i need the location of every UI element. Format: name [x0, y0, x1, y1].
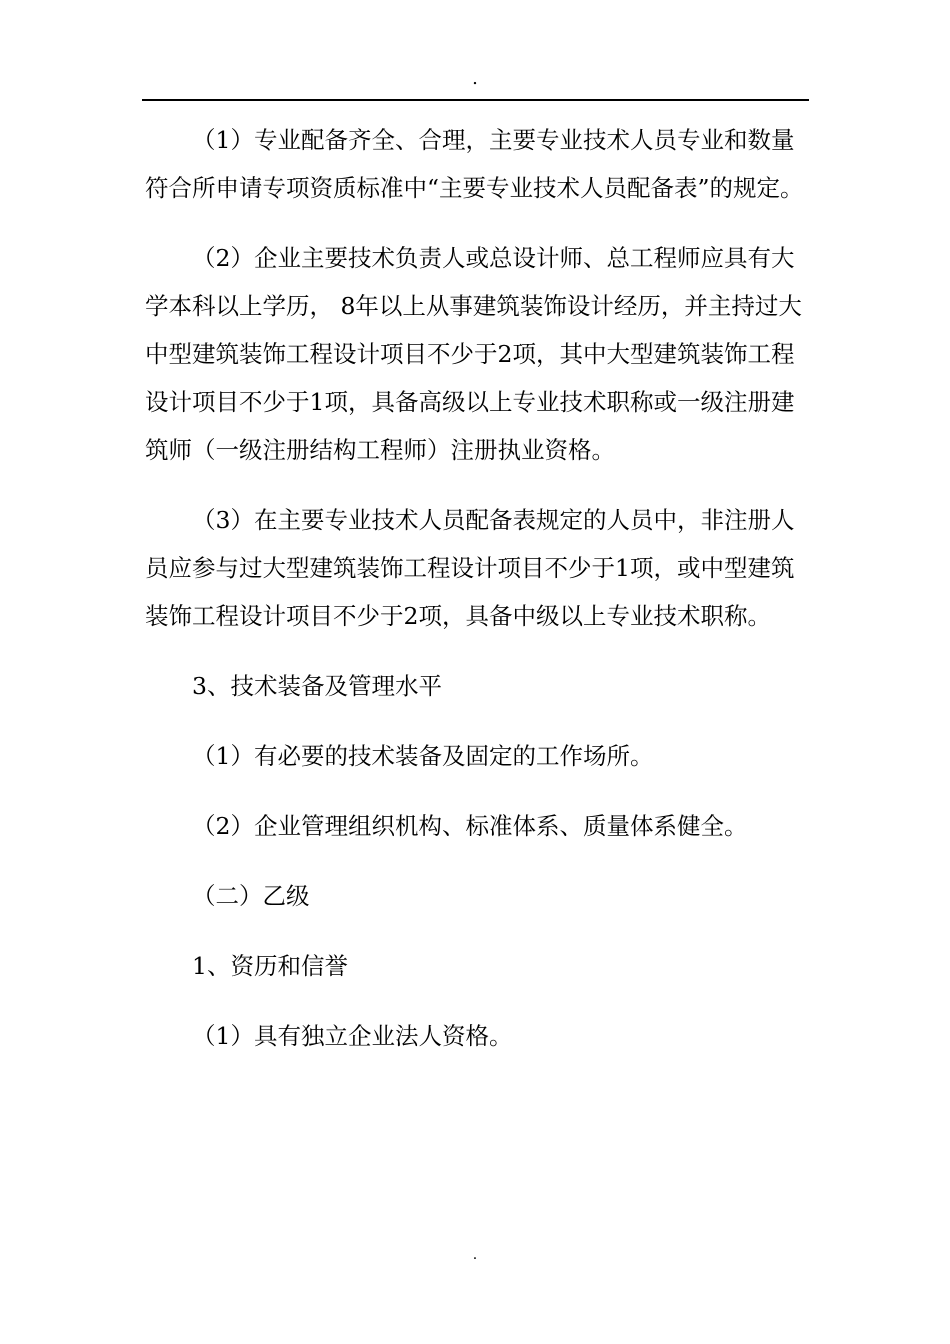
paragraph-equipment-2: （2）企业管理组织机构、标准体系、质量体系健全。 [192, 812, 748, 840]
paragraph-staffing-2: （2）企业主要技术负责人或总设计师、总工程师应具有大学本科以上学历， 8年以上从事建筑装饰设计经历，并主持过大中型建筑装饰工程设计项目不少于2项，其中大型建筑装饰工程设计项目不少于1项，具备高级以上专业技术职称或一级注册建筑师（一级注册结构工程师）注册执业资格。 [145, 244, 802, 464]
paragraph-equipment-1: （1）有必要的技术装备及固定的工作场所。 [192, 742, 654, 770]
document-body [145, 116, 813, 1060]
header-divider [142, 99, 809, 101]
paragraph-qualification-1: （1）具有独立企业法人资格。 [192, 1022, 513, 1050]
paragraph-staffing-3: （3）在主要专业技术人员配备表规定的人员中，非注册人员应参与过大型建筑装饰工程设计项目不少于1项，或中型建筑装饰工程设计项目不少于2项，具备中级以上专业技术职称。 [145, 506, 795, 630]
heading-equipment-management: 3、技术装备及管理水平 [192, 672, 442, 700]
heading-qualification-reputation: 1、资历和信誉 [192, 952, 348, 980]
page-footer-mark: . [472, 1247, 478, 1263]
paragraph-staffing-1: （1）专业配备齐全、合理，主要专业技术人员专业和数量符合所申请专项资质标准中“主要专业技术人员配备表”的规定。 [145, 126, 804, 202]
page-header-mark: . [472, 68, 478, 89]
heading-grade-b: （二）乙级 [192, 882, 310, 910]
